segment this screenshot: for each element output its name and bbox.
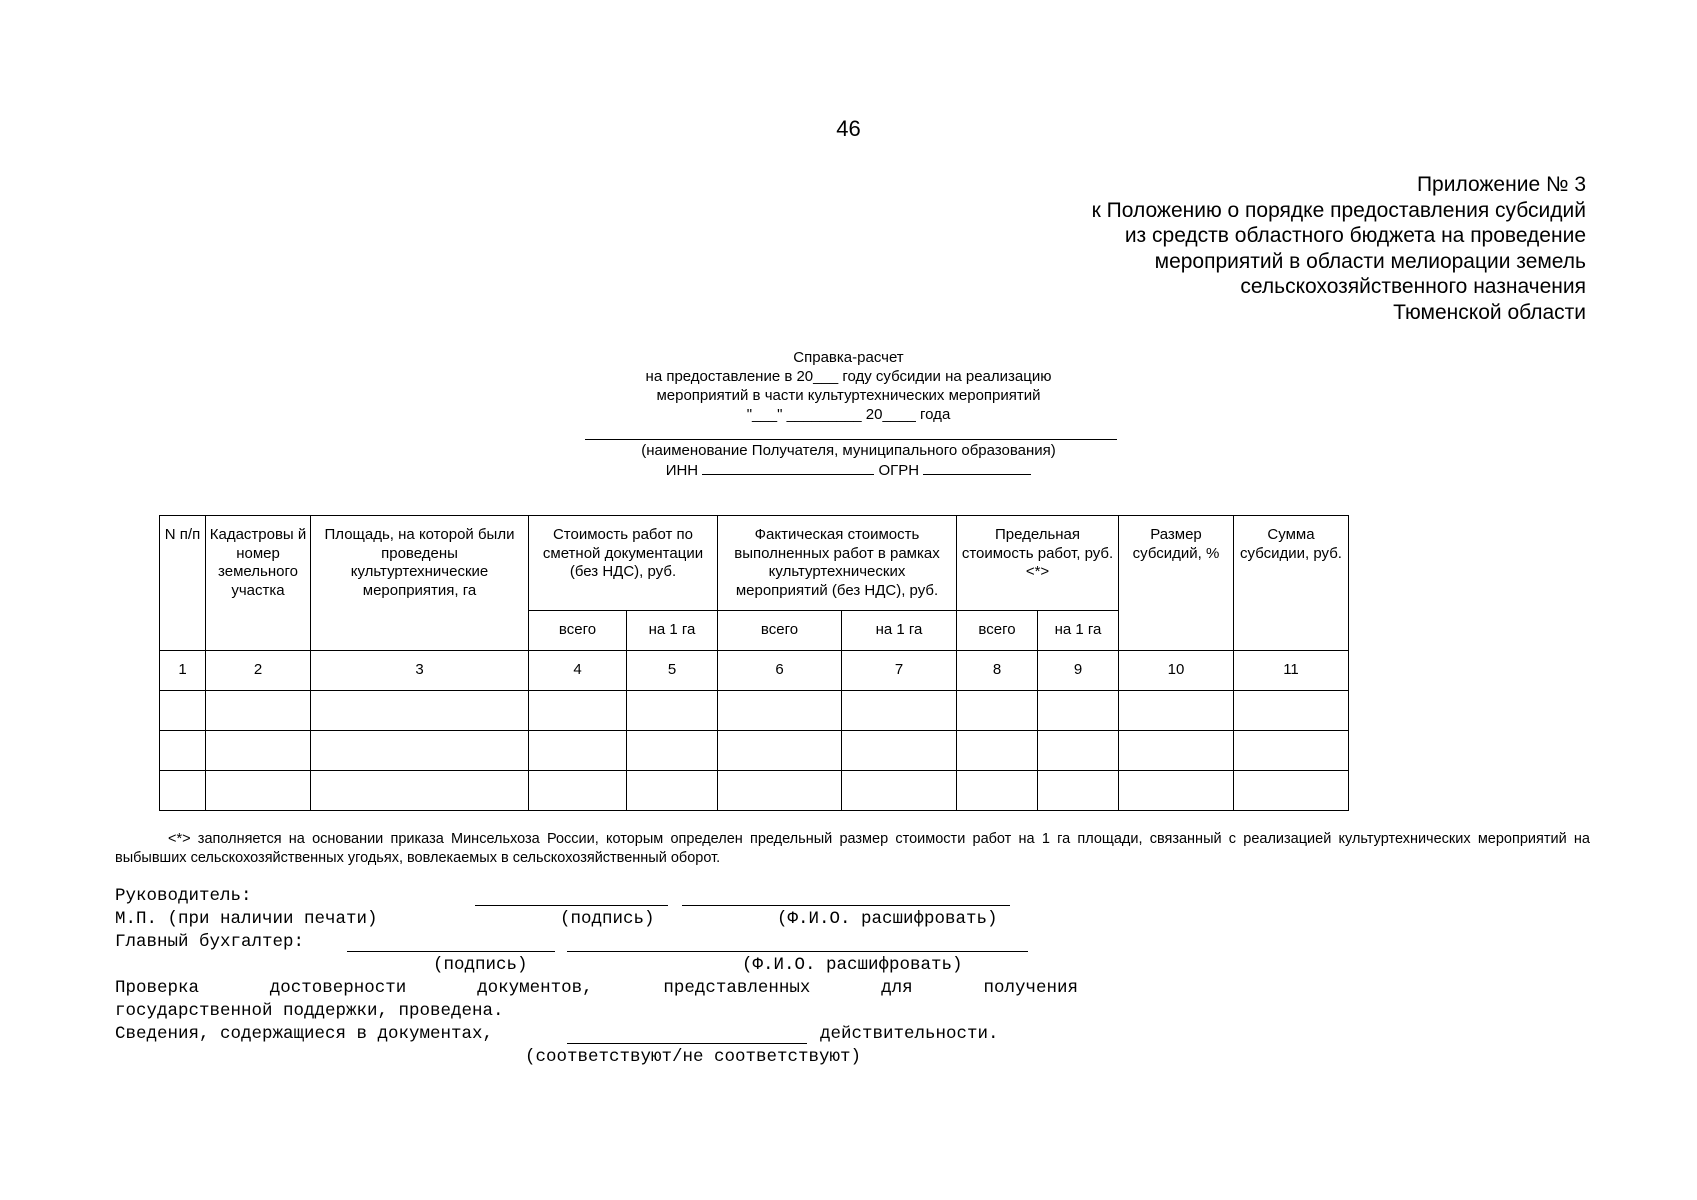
header-subsidy-rate: Размер субсидий, %: [1119, 516, 1234, 651]
info-suffix: действительности.: [820, 1024, 999, 1044]
info-compliance-line[interactable]: [567, 1025, 807, 1044]
head-label: Руководитель:: [115, 886, 252, 906]
table-cell[interactable]: [1119, 691, 1234, 731]
table-cell[interactable]: [206, 731, 311, 771]
inn-ogrn-line: [0, 460, 1697, 480]
column-number: 4: [529, 651, 627, 691]
column-number-row: [160, 651, 1349, 691]
inn-label: ИНН: [665, 462, 699, 479]
verification-line-2: государственной поддержки, проведена.: [115, 1001, 504, 1021]
appendix-line: из средств областного бюджета на проведение: [1124, 224, 1586, 247]
table-cell[interactable]: [957, 691, 1038, 731]
table-cell[interactable]: [627, 731, 718, 771]
verification-word: представленных: [663, 978, 811, 998]
page-number: 46: [836, 116, 861, 141]
appendix-block: [1092, 172, 1586, 325]
recipient-caption: (наименование Получателя, муниципального образования): [641, 442, 1056, 459]
table-row: [160, 691, 1349, 731]
head-name-line[interactable]: [682, 887, 1010, 906]
ogrn-field[interactable]: [923, 460, 1031, 475]
table-cell[interactable]: [1234, 691, 1349, 731]
column-number: 11: [1234, 651, 1349, 691]
table-cell[interactable]: [1038, 771, 1119, 811]
table-cell[interactable]: [1234, 771, 1349, 811]
heading-line: на предоставление в 20___ году субсидии на реализацию: [645, 368, 1052, 385]
table-cell[interactable]: [627, 691, 718, 731]
accountant-signature-line[interactable]: [347, 933, 555, 952]
column-number: 1: [160, 651, 206, 691]
appendix-line: к Положению о порядке предоставления субсидий: [1091, 198, 1586, 222]
verification-word: Проверка: [115, 978, 200, 998]
accountant-name-line[interactable]: [567, 933, 1028, 952]
accountant-signature-caption: (подпись): [433, 955, 528, 975]
subheader-total: всего: [718, 611, 842, 651]
verification-word: получения: [983, 978, 1078, 998]
table-cell[interactable]: [311, 691, 529, 731]
table-cell[interactable]: [1119, 731, 1234, 771]
head-signature-line[interactable]: [475, 887, 668, 906]
column-number: 9: [1038, 651, 1119, 691]
document-title: Справка-расчет: [793, 349, 904, 366]
table-cell[interactable]: [529, 731, 627, 771]
header-max-cost: Предельная стоимость работ, руб. <*>: [957, 516, 1119, 611]
table-cell[interactable]: [1038, 731, 1119, 771]
table-cell[interactable]: [842, 771, 957, 811]
column-number: 6: [718, 651, 842, 691]
table-row: [160, 731, 1349, 771]
header-cadastral-number: Кадастровы й номер земельного участка: [206, 516, 311, 651]
header-area: Площадь, на которой были проведены культуртехнические мероприятия, га: [311, 516, 529, 651]
table-cell[interactable]: [842, 691, 957, 731]
table-cell[interactable]: [160, 731, 206, 771]
document-heading: [0, 348, 1697, 424]
column-number: 5: [627, 651, 718, 691]
subheader-per-ha: на 1 га: [627, 611, 718, 651]
footnote: [115, 830, 1590, 868]
subheader-total: всего: [529, 611, 627, 651]
table-cell[interactable]: [311, 731, 529, 771]
table-cell[interactable]: [957, 771, 1038, 811]
header-actual-cost: Фактическая стоимость выполненных работ в рамках культуртехнических мероприятий (без НДС), руб.: [718, 516, 957, 611]
signature-block: [115, 885, 1095, 1069]
table-cell[interactable]: [529, 691, 627, 731]
column-number: 3: [311, 651, 529, 691]
header-estimated-cost: Стоимость работ по сметной документации (без НДС), руб.: [529, 516, 718, 611]
subheader-per-ha: на 1 га: [1038, 611, 1119, 651]
table-row: [160, 771, 1349, 811]
table-cell[interactable]: [627, 771, 718, 811]
calculation-table: [159, 515, 1349, 811]
verification-word: достоверности: [269, 978, 407, 998]
table-cell[interactable]: [718, 691, 842, 731]
table-cell[interactable]: [957, 731, 1038, 771]
verification-line: [115, 977, 1078, 1000]
table-cell[interactable]: [160, 771, 206, 811]
inn-field[interactable]: [702, 460, 874, 475]
header-subsidy-amount: Сумма субсидии, руб.: [1234, 516, 1349, 651]
column-number: 2: [206, 651, 311, 691]
table-cell[interactable]: [718, 771, 842, 811]
table-cell[interactable]: [1119, 771, 1234, 811]
verification-word: для: [881, 978, 913, 998]
header-number: N п/п: [160, 516, 206, 651]
column-number: 10: [1119, 651, 1234, 691]
table-cell[interactable]: [206, 691, 311, 731]
column-number: 7: [842, 651, 957, 691]
heading-line: мероприятий в части культуртехнических мероприятий: [656, 387, 1041, 404]
date-line: "___" _________ 20____ года: [746, 406, 951, 423]
info-prefix: Сведения, содержащиеся в документах,: [115, 1024, 494, 1044]
column-number: 8: [957, 651, 1038, 691]
table-cell[interactable]: [529, 771, 627, 811]
footnote-text: <*> заполняется на основании приказа Минсельхоза России, которым определен предельный размер стоимости работ на 1 га площади, связанный с реализацией культуртехнических мероприятий на выбывших сельскохозяйственных угодьях, вовлекаемых в сельскохозяйственный оборот.: [115, 831, 1590, 866]
table-cell[interactable]: [311, 771, 529, 811]
info-caption: (соответствуют/не соответствуют): [525, 1047, 862, 1067]
accountant-label: Главный бухгалтер:: [115, 932, 305, 952]
table-cell[interactable]: [718, 731, 842, 771]
recipient-block: [0, 441, 1697, 480]
table-cell[interactable]: [842, 731, 957, 771]
appendix-line: Тюменской области: [1393, 300, 1586, 324]
subheader-per-ha: на 1 га: [842, 611, 957, 651]
stamp-label: М.П. (при наличии печати): [115, 909, 378, 929]
ogrn-label: ОГРН: [878, 462, 920, 479]
table-cell[interactable]: [206, 771, 311, 811]
head-name-caption: (Ф.И.О. расшифровать): [777, 909, 998, 929]
table-cell[interactable]: [1038, 691, 1119, 731]
table-cell[interactable]: [1234, 731, 1349, 771]
table-cell[interactable]: [160, 691, 206, 731]
recipient-name-line[interactable]: [585, 439, 1117, 440]
head-signature-caption: (подпись): [560, 909, 655, 929]
accountant-name-caption: (Ф.И.О. расшифровать): [742, 955, 963, 975]
verification-word: документов,: [477, 978, 593, 998]
subheader-total: всего: [957, 611, 1038, 651]
appendix-line: сельскохозяйственного назначения: [1240, 275, 1586, 298]
appendix-line: мероприятий в области мелиорации земель: [1154, 249, 1586, 273]
appendix-line: Приложение № 3: [1416, 173, 1586, 196]
